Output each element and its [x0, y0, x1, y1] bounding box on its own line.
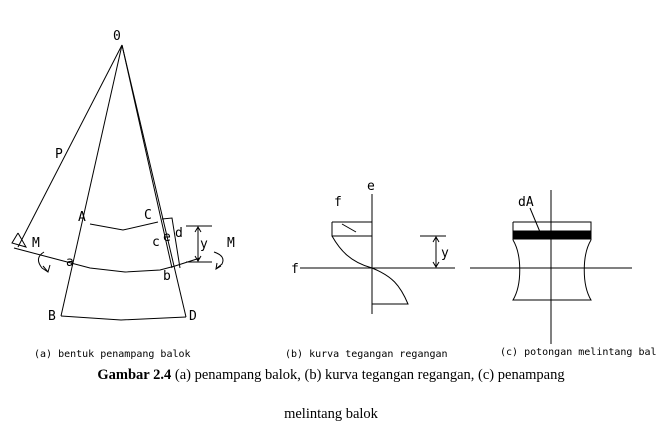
top-edge-AC: [90, 222, 158, 230]
label-M-right: M: [227, 236, 235, 251]
bottom-edge-BD: [61, 316, 186, 320]
leader-f: [342, 224, 356, 232]
label-b: b: [163, 269, 171, 284]
label-axis-f: f: [291, 262, 299, 277]
label-radius: P: [55, 147, 63, 162]
panel-c-cross-section: [470, 190, 632, 344]
subcaption-b: (b) kurva tegangan regangan: [285, 349, 448, 360]
caption-text: (a) penampang balok, (b) kurva tegangan regangan, (c) penampang: [171, 367, 565, 383]
caption-number: Gambar 2.4: [97, 367, 172, 383]
subcaption-a: (a) bentuk penampang balok: [34, 349, 191, 360]
panel-b-stress-curve: [300, 194, 455, 314]
label-origin: 0: [113, 29, 121, 44]
label-D: D: [189, 309, 197, 324]
label-dA: dA: [518, 195, 534, 210]
moment-arrowhead-left: [43, 265, 50, 272]
label-e: e: [163, 230, 171, 245]
figure-caption: [0, 367, 662, 384]
line-O-B: [61, 45, 122, 316]
label-c: c: [152, 235, 160, 250]
radius-P-line: [18, 45, 122, 247]
label-B: B: [48, 309, 56, 324]
stress-block: [332, 222, 372, 236]
label-stress-f: f: [334, 195, 342, 210]
subcaption-c: (c) potongan melintang bal: [500, 347, 657, 358]
figure-caption-line2: melintang balok: [284, 406, 378, 422]
panel-a-beam-shape: [12, 45, 223, 320]
label-A: A: [78, 210, 86, 225]
label-C: C: [144, 208, 152, 223]
label-a: a: [66, 255, 74, 270]
leader-dA: [530, 208, 540, 232]
label-y-a: y: [200, 237, 208, 252]
label-axis-e: e: [367, 179, 375, 194]
strip-dA: [513, 231, 591, 239]
label-M-left: M: [32, 236, 40, 251]
moment-arrow-right: [214, 252, 223, 268]
moment-arrowhead-right: [216, 263, 221, 269]
label-d: d: [175, 226, 183, 241]
moment-arrow-left: [38, 252, 48, 272]
label-y-b: y: [441, 246, 449, 261]
section-body: [513, 240, 591, 300]
stress-strain-curve: [332, 236, 408, 304]
